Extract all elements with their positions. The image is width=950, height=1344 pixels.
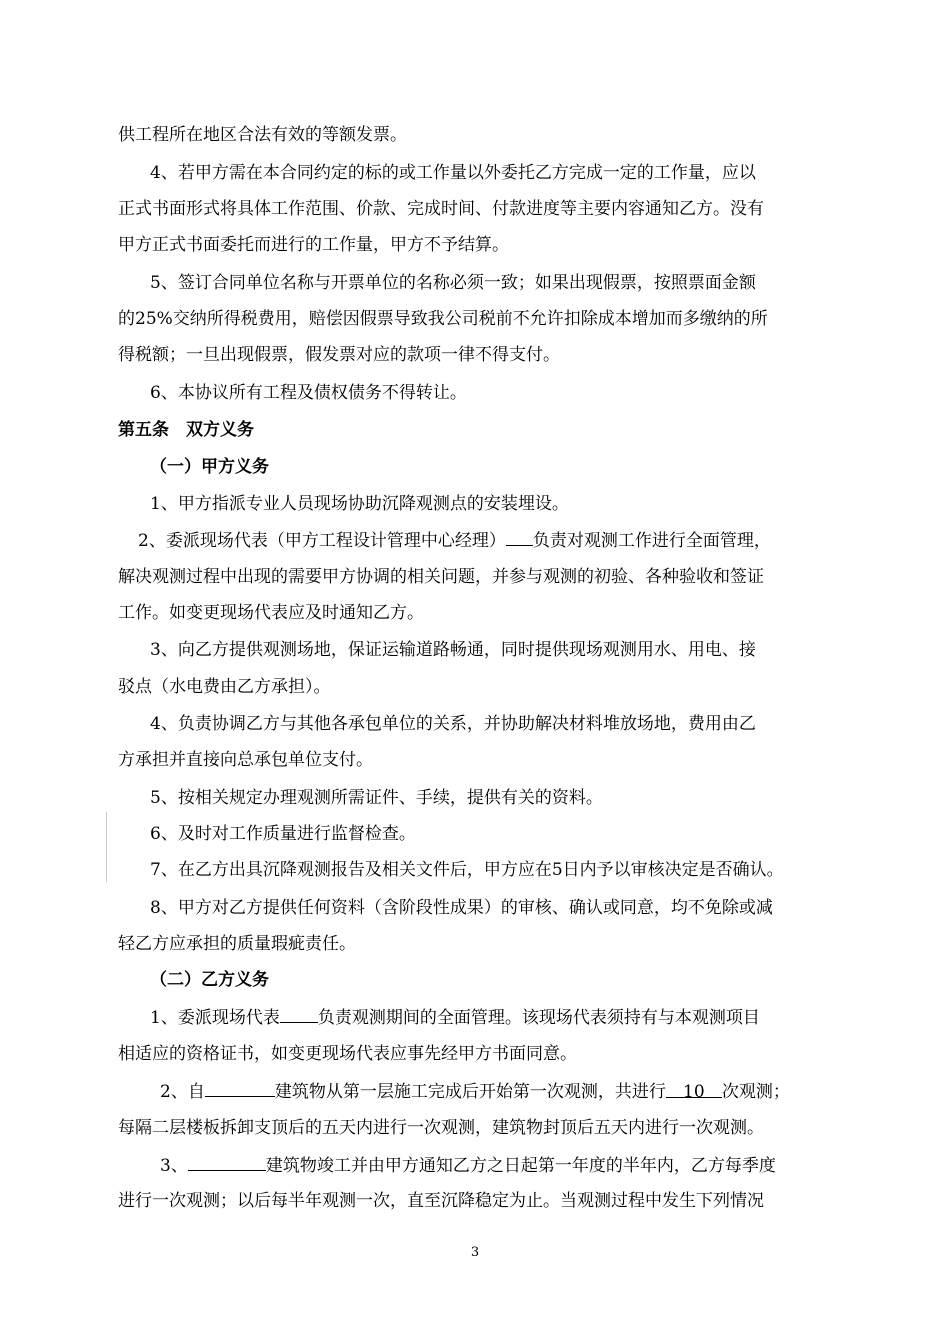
item-text: 2、委派现场代表（甲方工程设计管理中心经理） xyxy=(138,531,506,551)
paragraph-line: 得税额；一旦出现假票，假发票对应的款项一律不得支付。 xyxy=(118,345,560,365)
paragraph-line: 驳点（水电费由乙方承担）。 xyxy=(118,677,331,697)
paragraph-line: 解决观测过程中出现的需要甲方协调的相关问题，并参与观测的初验、各种验收和签证 xyxy=(118,567,764,587)
item-text: 负责观测期间的全面管理。该现场代表须持有与本观测项目 xyxy=(317,1008,760,1028)
fill-in-blank xyxy=(205,1080,275,1097)
list-item xyxy=(160,1080,790,1103)
paragraph-line: 4、若甲方需在本合同约定的标的或工作量以外委托乙方完成一定的工作量，应以 xyxy=(150,163,756,183)
section-heading: （二）乙方义务 xyxy=(150,970,269,990)
list-item xyxy=(150,1006,760,1029)
list-item: 6、及时对工作质量进行监督检查。 xyxy=(150,824,416,844)
filled-blank: 10 xyxy=(666,1081,722,1098)
paragraph-line: 正式书面形式将具体工作范围、价款、完成时间、付款进度等主要内容通知乙方。没有 xyxy=(118,199,764,219)
list-item xyxy=(138,529,771,552)
paragraph-line: 工作。如变更现场代表应及时通知乙方。 xyxy=(118,603,424,623)
list-item: 4、负责协调乙方与其他各承包单位的关系，并协助解决材料堆放场地，费用由乙 xyxy=(150,714,756,734)
item-text: 负责对观测工作进行全面管理， xyxy=(532,531,771,551)
margin-mark xyxy=(106,812,107,882)
item-text: 次观测； xyxy=(721,1082,790,1102)
paragraph-line: 相适应的资格证书，如变更现场代表应事先经甲方书面同意。 xyxy=(118,1044,577,1064)
fill-in-blank xyxy=(506,529,533,546)
list-item: 3、向乙方提供观测场地，保证运输道路畅通，同时提供现场观测用水、用电、接 xyxy=(150,640,756,660)
paragraph-line: 方承担并直接向总承包单位支付。 xyxy=(118,750,373,770)
item-text: 建筑物竣工并由甲方通知乙方之日起第一年度的半年内，乙方每季度 xyxy=(265,1156,776,1176)
paragraph-line: 6、本协议所有工程及债权债务不得转让。 xyxy=(150,383,467,403)
paragraph-line: 进行一次观测；以后每半年观测一次，直至沉降稳定为止。当观测过程中发生下列情况 xyxy=(118,1191,764,1211)
fill-in-blank xyxy=(280,1006,318,1023)
list-item: 1、甲方指派专业人员现场协助沉降观测点的安装埋设。 xyxy=(150,494,569,514)
paragraph-line: 的25%交纳所得税费用，赔偿因假票导致我公司税前不允许扣除成本增加而多缴纳的所 xyxy=(118,309,768,329)
fill-in-blank xyxy=(188,1154,266,1171)
article-heading: 第五条 双方义务 xyxy=(118,420,254,440)
paragraph-line: 5、签订合同单位名称与开票单位的名称必须一致；如果出现假票，按照票面金额 xyxy=(150,273,756,293)
item-text: 建筑物从第一层施工完成后开始第一次观测，共进行 xyxy=(274,1082,666,1102)
item-text: 2、自 xyxy=(160,1082,205,1102)
page-number: 3 xyxy=(470,1245,480,1260)
item-text: 3、 xyxy=(160,1156,188,1176)
item-text: 1、委派现场代表 xyxy=(150,1008,280,1028)
paragraph-line: 轻乙方应承担的质量瑕疵责任。 xyxy=(118,934,356,954)
paragraph-line: 甲方正式书面委托而进行的工作量，甲方不予结算。 xyxy=(118,235,509,255)
paragraph-line: 供工程所在地区合法有效的等额发票。 xyxy=(118,125,407,145)
list-item: 8、甲方对乙方提供任何资料（含阶段性成果）的审核、确认或同意，均不免除或减 xyxy=(150,898,773,918)
list-item: 5、按相关规定办理观测所需证件、手续，提供有关的资料。 xyxy=(150,788,603,808)
list-item: 7、在乙方出具沉降观测报告及相关文件后，甲方应在5日内予以审核决定是否确认。 xyxy=(150,860,784,880)
section-heading: （一）甲方义务 xyxy=(150,457,269,477)
list-item xyxy=(160,1154,776,1177)
paragraph-line: 每隔二层楼板拆卸支顶后的五天内进行一次观测，建筑物封顶后五天内进行一次观测。 xyxy=(118,1118,764,1138)
